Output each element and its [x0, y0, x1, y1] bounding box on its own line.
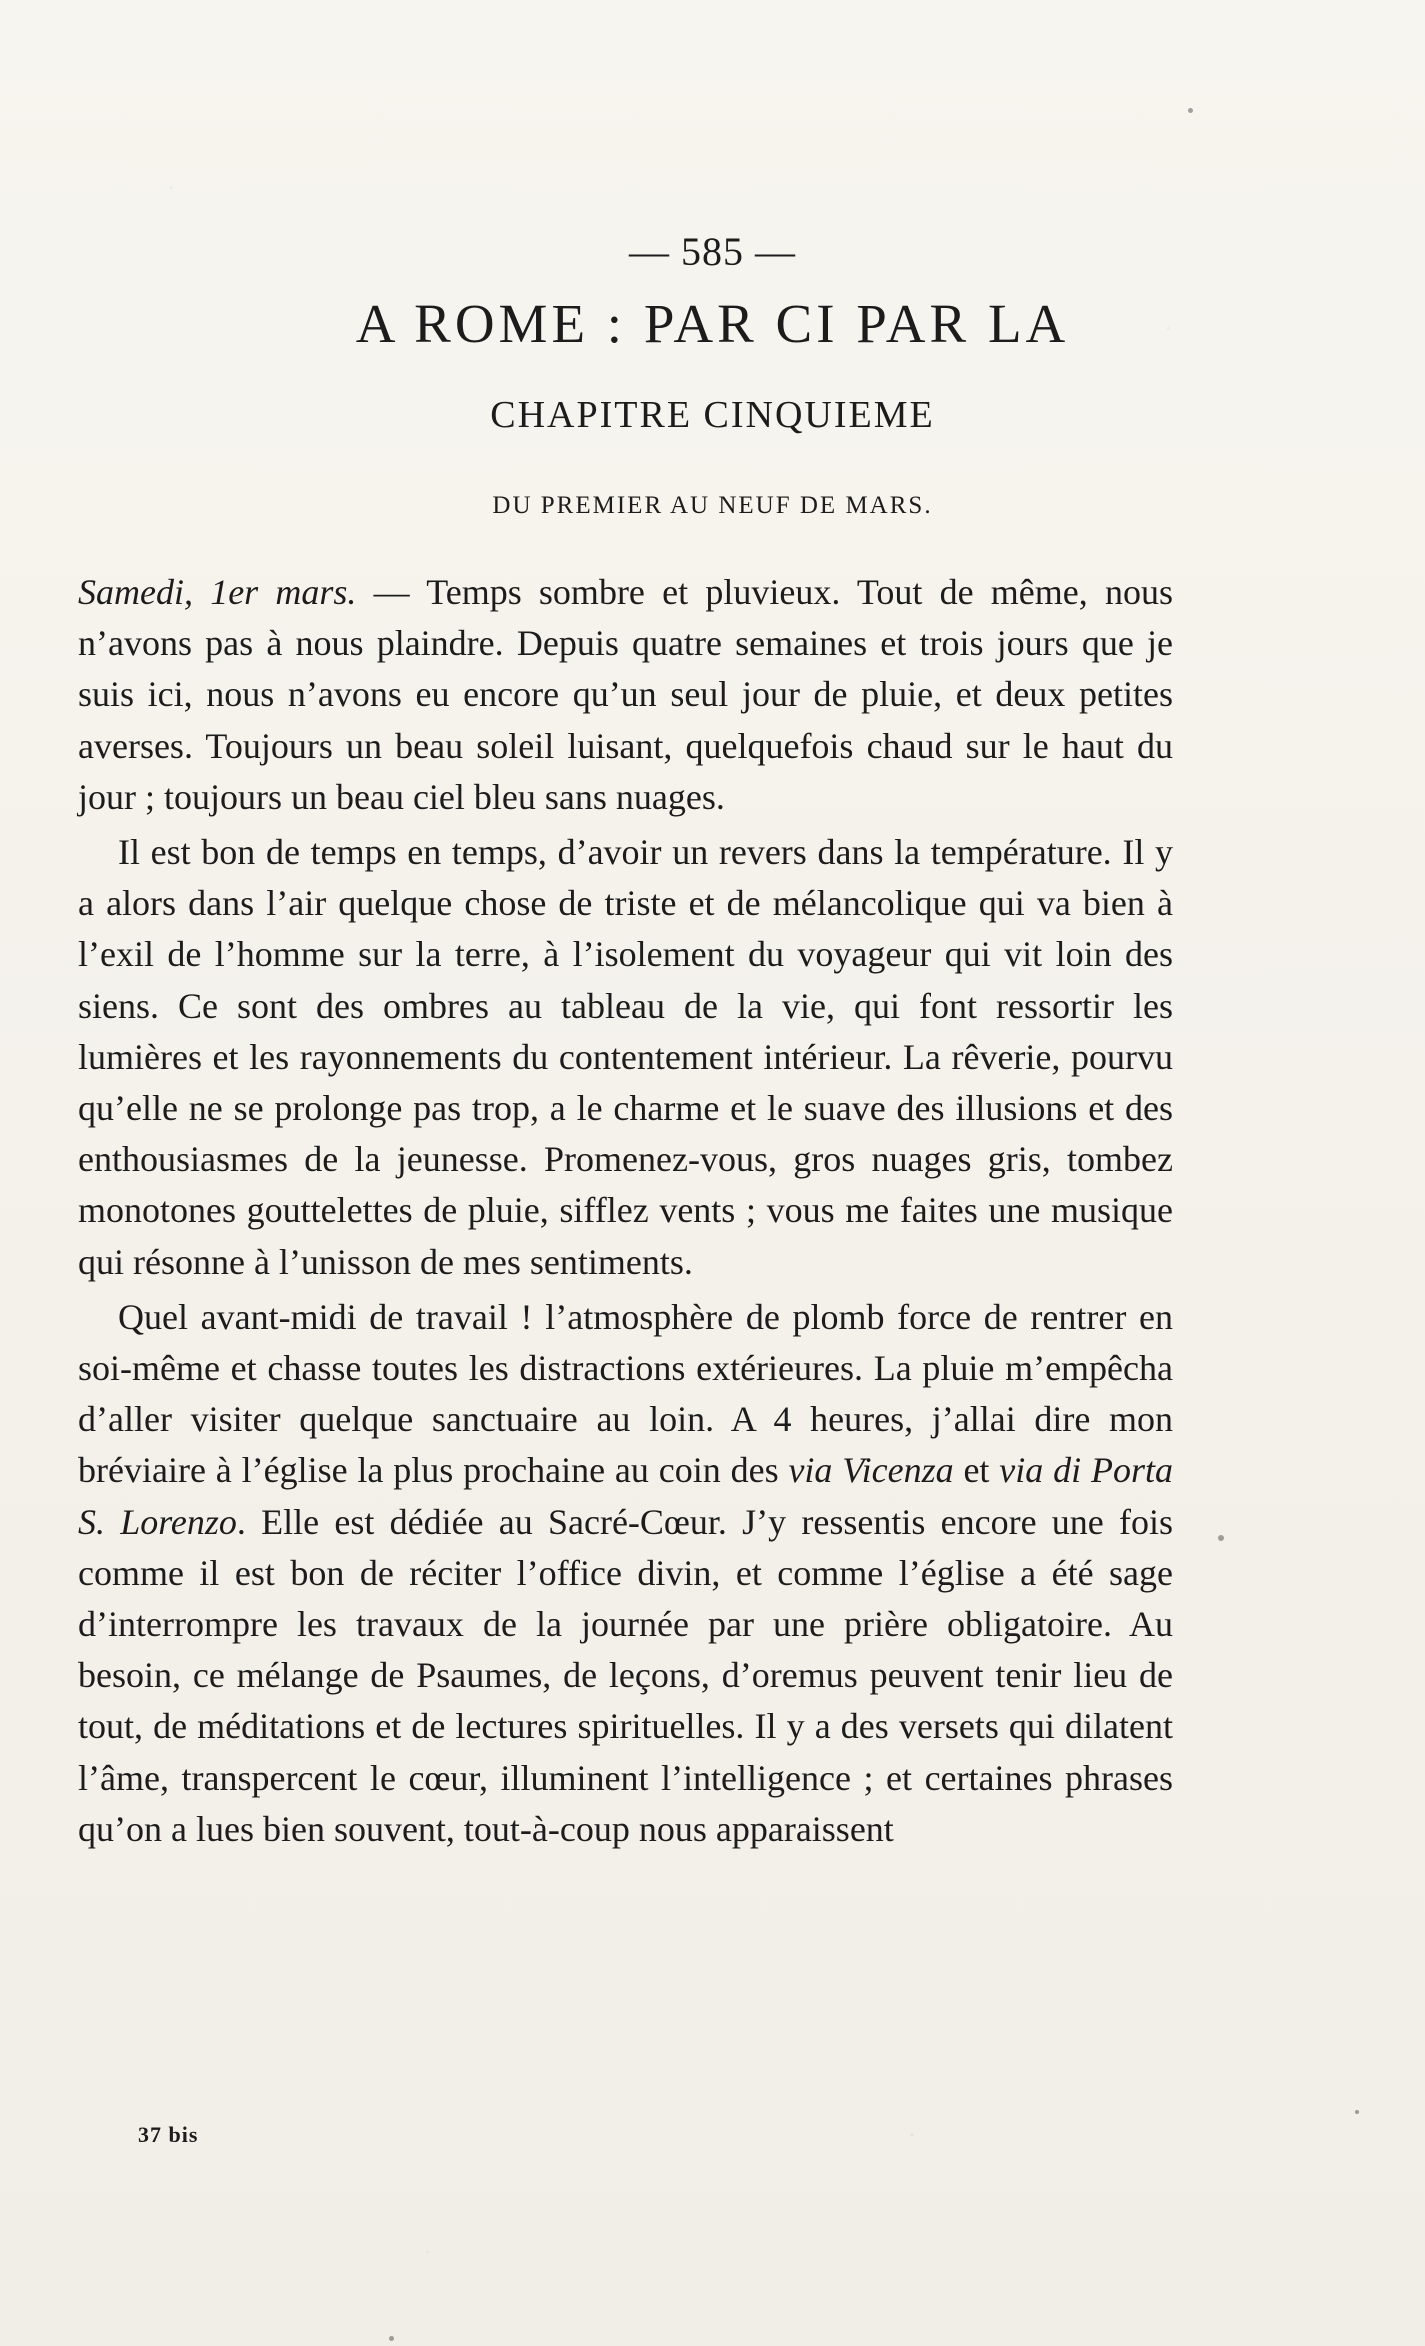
- paragraph-3-part-3: . Elle est dédiée au Sacré-Cœur. J’y ressentis encore une fois comme il est bon de réciter l’office divin, et comme l’église a été sage d’interrompre les travaux de la journée par une prière obligatoire. Au besoin, ce mélange de Psaumes, de leçons, d’oremus peuvent tenir lieu de tout, de méditations et de lectures spirituelles. Il y a des versets qui dilatent l’âme, transpercent le cœur, illuminent l’intelligence ; et certaines phrases qu’on a lues bien souvent, tout-à-coup nous apparaissent: [78, 1501, 1173, 1849]
- paragraph-1-text: — Temps sombre et pluvieux. Tout de même, nous n’avons pas à nous plaindre. Depuis quatre semaines et trois jours que je suis ici, nous n’avons eu encore qu’un seul jour de pluie, et deux petites averses. Toujours un beau soleil luisant, quelquefois chaud sur le haut du jour ; toujours un beau ciel bleu sans nuages.: [78, 572, 1173, 817]
- chapter-heading: CHAPITRE CINQUIEME: [490, 394, 935, 436]
- street-name-2: via di Porta S. Lorenzo: [78, 1450, 1173, 1542]
- main-text-block: [78, 567, 1173, 1855]
- page-number: — 585 —: [629, 229, 796, 274]
- street-name-1: via Vicenza: [788, 1450, 954, 1491]
- paragraph-3-part-1: Quel avant-midi de travail ! l’atmosphère de plomb force de rentrer en soi-même et chasse toutes les distractions extérieures. La pluie m’empêcha d’aller visiter quelque sanctuaire au loin. A 4 heures, j’allai dire mon bréviaire à l’église la plus prochaine au coin des: [78, 1296, 1173, 1491]
- ink-speck: [1355, 2110, 1359, 2114]
- page-title: A ROME : PAR CI PAR LA: [355, 293, 1070, 354]
- paragraph-2: Il est bon de temps en temps, d’avoir un revers dans la température. Il y a alors dans l’air quelque chose de triste et de mélancolique qui va bien à l’exil de l’homme sur la terre, à l’isolement du voyageur qui vit loin des siens. Ce sont des ombres au tableau de la vie, qui font ressortir les lumières et les rayonnements du contentement intérieur. La rêverie, pourvu qu’elle ne se prolonge pas trop, a le charme et le suave des illusions et des enthousiasmes de la jeunesse. Promenez-vous, gros nuages gris, tombez monotones gouttelettes de pluie, sifflez vents ; vous me faites une musique qui résonne à l’unisson de mes sentiments.: [78, 832, 1173, 1282]
- ink-speck: [389, 2336, 394, 2341]
- paragraph-1: [78, 567, 1173, 823]
- footer-signature: 37 bis: [138, 2122, 199, 2147]
- paragraph-3-part-2: et: [953, 1450, 1000, 1491]
- ink-speck: [1218, 1535, 1224, 1541]
- ink-speck: [1188, 108, 1193, 113]
- date-range-subheading: DU PREMIER AU NEUF DE MARS.: [492, 492, 933, 519]
- paragraph-3: [78, 1292, 1173, 1855]
- paragraph-1-date: Samedi, 1er mars.: [78, 572, 357, 612]
